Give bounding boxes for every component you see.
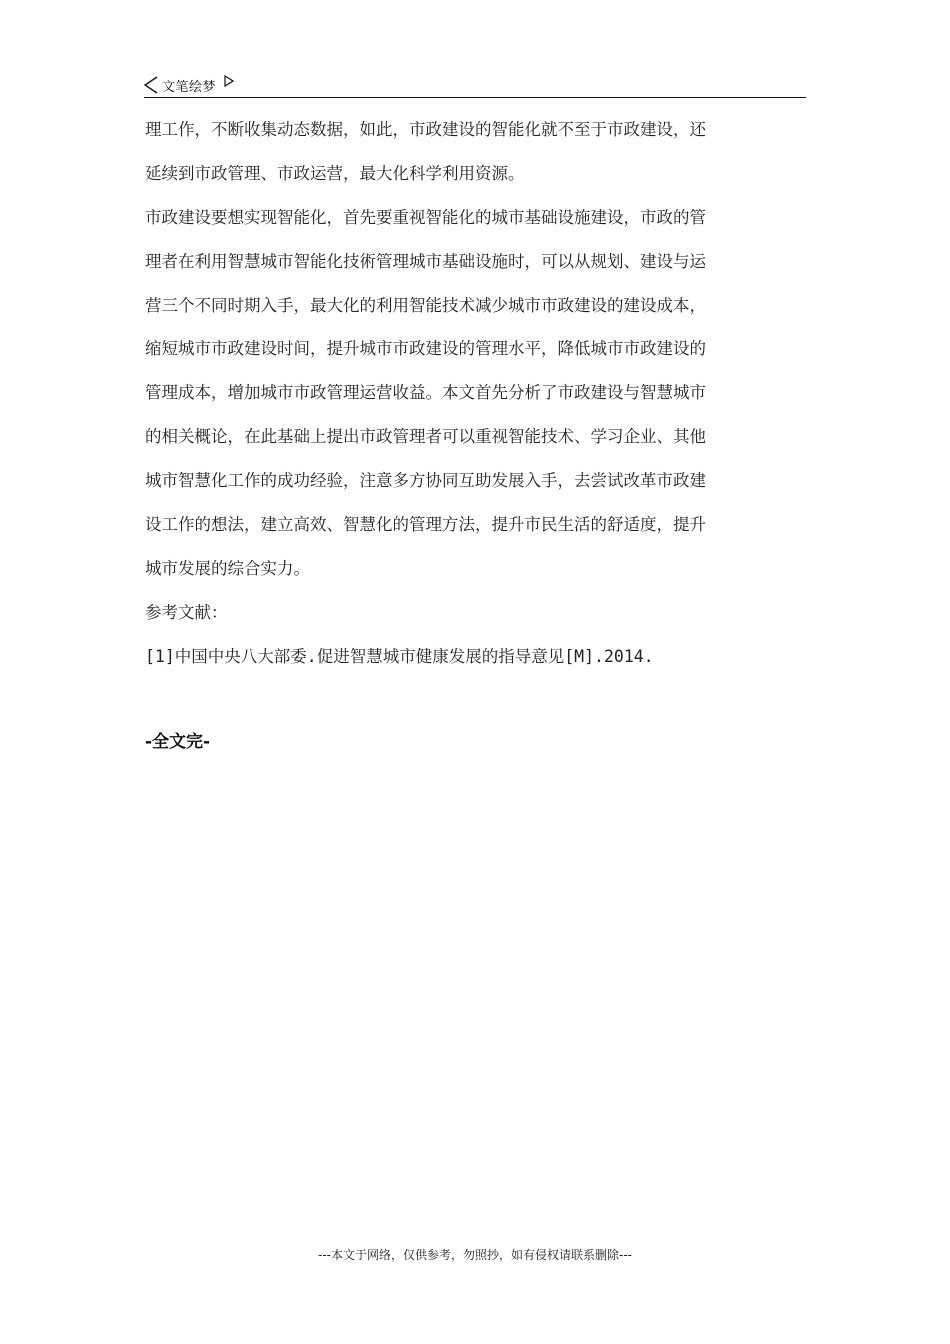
reference-item [145,635,801,679]
text-line: [1]中国中央八大部委.促进智慧城市健康发展的指导意见[M].2014. [145,646,654,666]
end-mark: -全文完- [145,732,211,752]
document-body [145,108,801,679]
text-line: 城市智慧化工作的成功经验，注意多方协同互助发展入手，去尝试改革市政建 [145,471,706,491]
text-line: 理工作，不断收集动态数据，如此，市政建设的智能化就不至于市政建设，还 [145,120,706,139]
text-line: 管理成本，增加城市市政管理运营收益。本文首先分析了市政建设与智慧城市 [145,383,706,403]
paragraph-2 [145,196,801,591]
text-line: 设工作的想法，建立高效、智慧化的管理方法，提升市民生活的舒适度，提升 [145,515,706,535]
text-line: 城市发展的综合实力。 [145,558,310,578]
page-footer: ---本文于网络，仅供参考，勿照抄，如有侵权请联系删除--- [318,1248,632,1262]
references-heading [145,591,801,635]
text-line: 营三个不同时期入手，最大化的利用智能技术减少城市市政建设的建设成本， [145,295,706,315]
text-line: 延续到市政管理、市政运营，最大化科学利用资源。 [145,163,525,183]
paragraph-1 [145,108,801,196]
page-header [144,73,806,98]
text-line: 参考文献： [145,602,228,622]
right-triangle-icon [224,75,234,87]
text-line: 缩短城市市政建设时间，提升城市市政建设的管理水平，降低城市市政建设的 [145,339,706,359]
text-line: 市政建设要想实现智能化，首先要重视智能化的城市基础设施建设，市政的管 [145,207,706,227]
header-title: 文笔绘梦 [162,79,217,95]
text-line: 理者在利用智慧城市智能化技術管理城市基础设施时，可以从规划、建设与运 [145,251,706,271]
text-line: 的相关概论，在此基础上提出市政管理者可以重视智能技术、学习企业、其他 [145,427,706,447]
left-triangle-icon [144,76,158,94]
